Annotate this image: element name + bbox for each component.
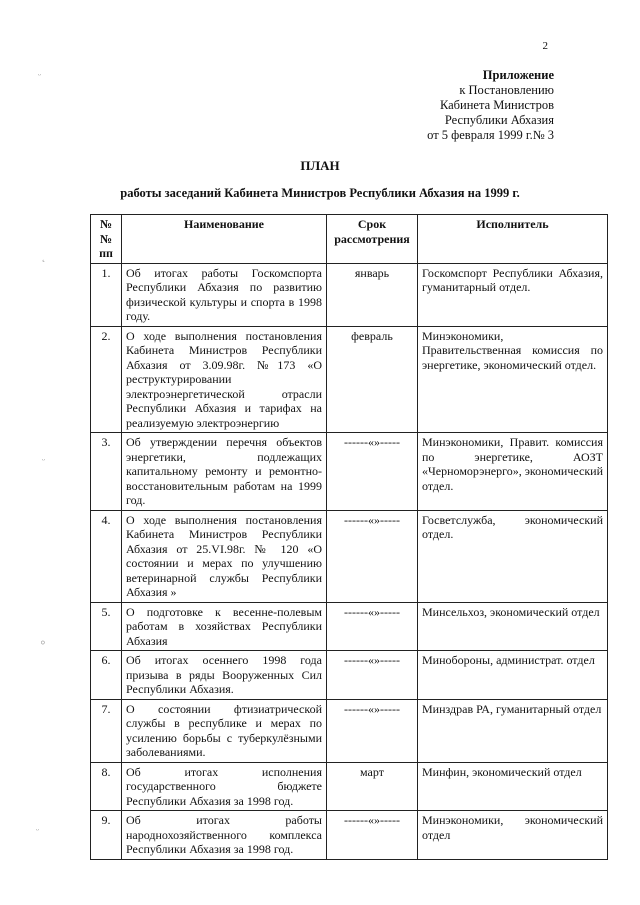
row-num: 1.	[91, 263, 122, 326]
row-executor: Госкомспорт Республики Абхазия, гуманитарный отдел.	[418, 263, 608, 326]
row-term: февраль	[327, 326, 418, 433]
row-num: 6.	[91, 651, 122, 700]
row-name: Об итогах работы Госкомспорта Республики Абхазия по развитию физической культуры и спорта в 1998 году.	[122, 263, 327, 326]
row-executor: Минобороны, администрат. отдел	[418, 651, 608, 700]
scan-mark: ᵕ	[42, 455, 45, 466]
row-executor: Минэкономики, экономический отдел	[418, 811, 608, 860]
row-executor: Минэкономики, Правительственная комиссия по энергетике, экономический отдел.	[418, 326, 608, 433]
row-num: 2.	[91, 326, 122, 433]
row-name: О ходе выполнения постановления Кабинета Министров Республики Абхазия от 25.VI.98г. № 120 «О состоянии и мерах по улучшению ветеринарной службы Республики Абхазия »	[122, 510, 327, 602]
table-row	[91, 699, 608, 762]
scan-mark: ᵕ	[38, 70, 41, 81]
row-term: ------«»-----	[327, 433, 418, 511]
header-num: №№ пп	[91, 215, 122, 264]
table-row	[91, 811, 608, 860]
appendix-title: Приложение	[482, 68, 554, 82]
row-num: 4.	[91, 510, 122, 602]
header-executor: Исполнитель	[418, 215, 608, 264]
row-name: Об итогах осеннего 1998 года призыва в ряды Вооруженных Сил Республики Абхазия.	[122, 651, 327, 700]
scan-mark: ˛	[42, 252, 46, 263]
row-num: 7.	[91, 699, 122, 762]
row-num: 9.	[91, 811, 122, 860]
row-name: Об утверждении перечня объектов энергетики, подлежащих капитальному ремонту и ремонтно-восстановительным работам на 1999 год.	[122, 433, 327, 511]
table-row	[91, 433, 608, 511]
row-executor: Госветслужба, экономический отдел.	[418, 510, 608, 602]
row-term: ------«»-----	[327, 651, 418, 700]
plan-title: ПЛАН	[300, 158, 340, 173]
row-num: 5.	[91, 602, 122, 651]
row-term: март	[327, 762, 418, 811]
row-name: О состоянии фтизиатрической службы в республике и мерах по усилению борьбы с туберкулёзными заболеваниями.	[122, 699, 327, 762]
page-number: 2	[542, 40, 548, 52]
row-executor: Минфин, экономический отдел	[418, 762, 608, 811]
row-term: ------«»-----	[327, 602, 418, 651]
row-num: 8.	[91, 762, 122, 811]
appendix-line: Кабинета Министров	[439, 98, 554, 112]
table-row	[91, 762, 608, 811]
row-term: январь	[327, 263, 418, 326]
row-term: ------«»-----	[327, 699, 418, 762]
row-num: 3.	[91, 433, 122, 511]
appendix-block	[427, 68, 554, 143]
appendix-line: Республики Абхазия	[444, 113, 554, 127]
scan-mark: ⸰	[40, 638, 46, 649]
table-row	[91, 263, 608, 326]
table-row	[91, 651, 608, 700]
row-name: О подготовке к весенне-полевым работам в хозяйствах Республики Абхазия	[122, 602, 327, 651]
table-row	[91, 510, 608, 602]
scan-mark: ᵕ	[36, 825, 39, 836]
plan-subtitle: работы заседаний Кабинета Министров Республики Абхазия на 1999 г.	[120, 186, 520, 200]
table-row	[91, 602, 608, 651]
row-term: ------«»-----	[327, 811, 418, 860]
header-term: Срок рассмотрения	[327, 215, 418, 264]
appendix-line: к Постановлению	[459, 83, 554, 97]
row-executor: Минэкономики, Правит. комиссия по энергетике, АОЗТ «Черноморэнерго», экономический отдел.	[418, 433, 608, 511]
plan-table	[90, 214, 608, 860]
table-row	[91, 326, 608, 433]
row-term: ------«»-----	[327, 510, 418, 602]
appendix-date: от 5 февраля 1999 г.№ 3	[427, 128, 554, 142]
header-name: Наименование	[122, 215, 327, 264]
row-name: О ходе выполнения постановления Кабинета Министров Республики Абхазия от 3.09.98г. №173 «О реструктурировании электроэнергетической отрасли Республики Абхазия и тарифах на реализуемую электроэнергию	[122, 326, 327, 433]
row-executor: Минздрав РА, гуманитарный отдел	[418, 699, 608, 762]
table-header-row	[91, 215, 608, 264]
row-name: Об итогах работы народнохозяйственного комплекса Республики Абхазия за 1998 год.	[122, 811, 327, 860]
row-executor: Минсельхоз, экономический отдел	[418, 602, 608, 651]
row-name: Об итогах исполнения государственного бюджете Республики Абхазия за 1998 год.	[122, 762, 327, 811]
